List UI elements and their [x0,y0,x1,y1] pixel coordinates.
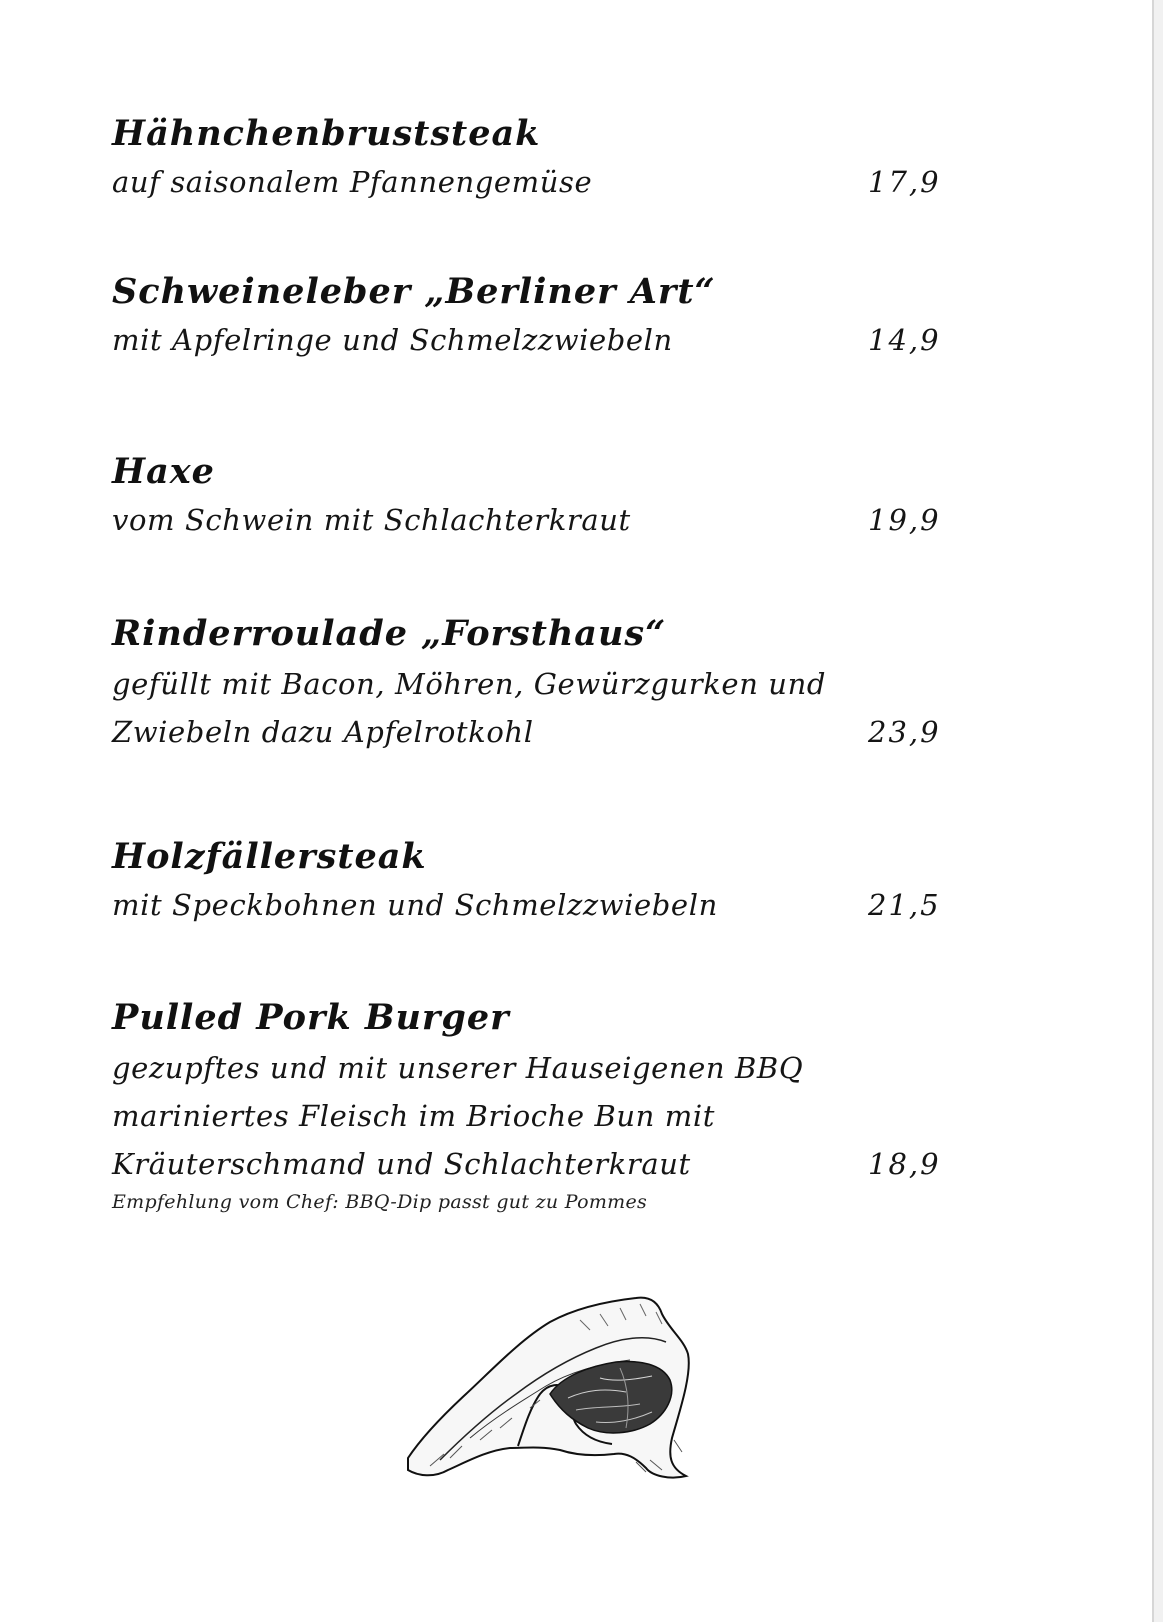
dish-title: Pulled Pork Burger [112,997,510,1038]
menu-item-pulled-pork-burger [112,996,952,1216]
chef-recommendation: Empfehlung vom Chef: BBQ-Dip passt gut zu Pommes [112,1191,648,1213]
description-row [112,1044,952,1092]
description-row [112,1092,952,1140]
t-bone-steak-sketch-icon [400,1290,710,1490]
dish-price: 14,9 [868,323,941,357]
description-row [112,881,952,929]
dish-description: auf saisonalem Pfannengemüse [112,165,593,199]
dish-description: mit Speckbohnen und Schmelzzwiebeln [112,888,718,922]
dish-title: Hähnchenbruststeak [112,113,541,154]
dish-price: 18,9 [868,1147,941,1181]
description-row [112,158,952,206]
menu-item-holzfaellersteak [112,835,952,929]
menu-item-haehnchenbruststeak [112,112,952,206]
dish-description: vom Schwein mit Schlachterkraut [112,503,631,537]
dish-description: Zwiebeln dazu Apfelrotkohl [112,715,534,749]
dish-price: 19,9 [868,503,941,537]
dish-price: 17,9 [868,165,941,199]
menu-item-haxe [112,450,952,544]
page-shadow [1154,0,1163,1622]
description-row [112,708,952,756]
description-row [112,660,952,708]
dish-description: gezupftes und mit unserer Hauseigenen BBQ [112,1051,804,1085]
dish-title: Holzfällersteak [112,836,427,877]
dish-description: mariniertes Fleisch im Brioche Bun mit [112,1099,715,1133]
dish-description: Kräuterschmand und Schlachterkraut [112,1147,691,1181]
dish-price: 21,5 [868,888,941,922]
menu-item-schweineleber [112,270,952,364]
dish-title: Haxe [112,451,215,492]
dish-description: gefüllt mit Bacon, Möhren, Gewürzgurken und [112,667,827,701]
dish-description: mit Apfelringe und Schmelzzwiebeln [112,323,673,357]
dish-title: Schweineleber „Berliner Art“ [112,271,716,312]
description-row [112,1140,952,1188]
description-row [112,496,952,544]
dish-price: 23,9 [868,715,941,749]
description-row [112,316,952,364]
dish-title: Rinderroulade „Forsthaus“ [112,613,667,654]
menu-item-rinderroulade [112,612,952,756]
